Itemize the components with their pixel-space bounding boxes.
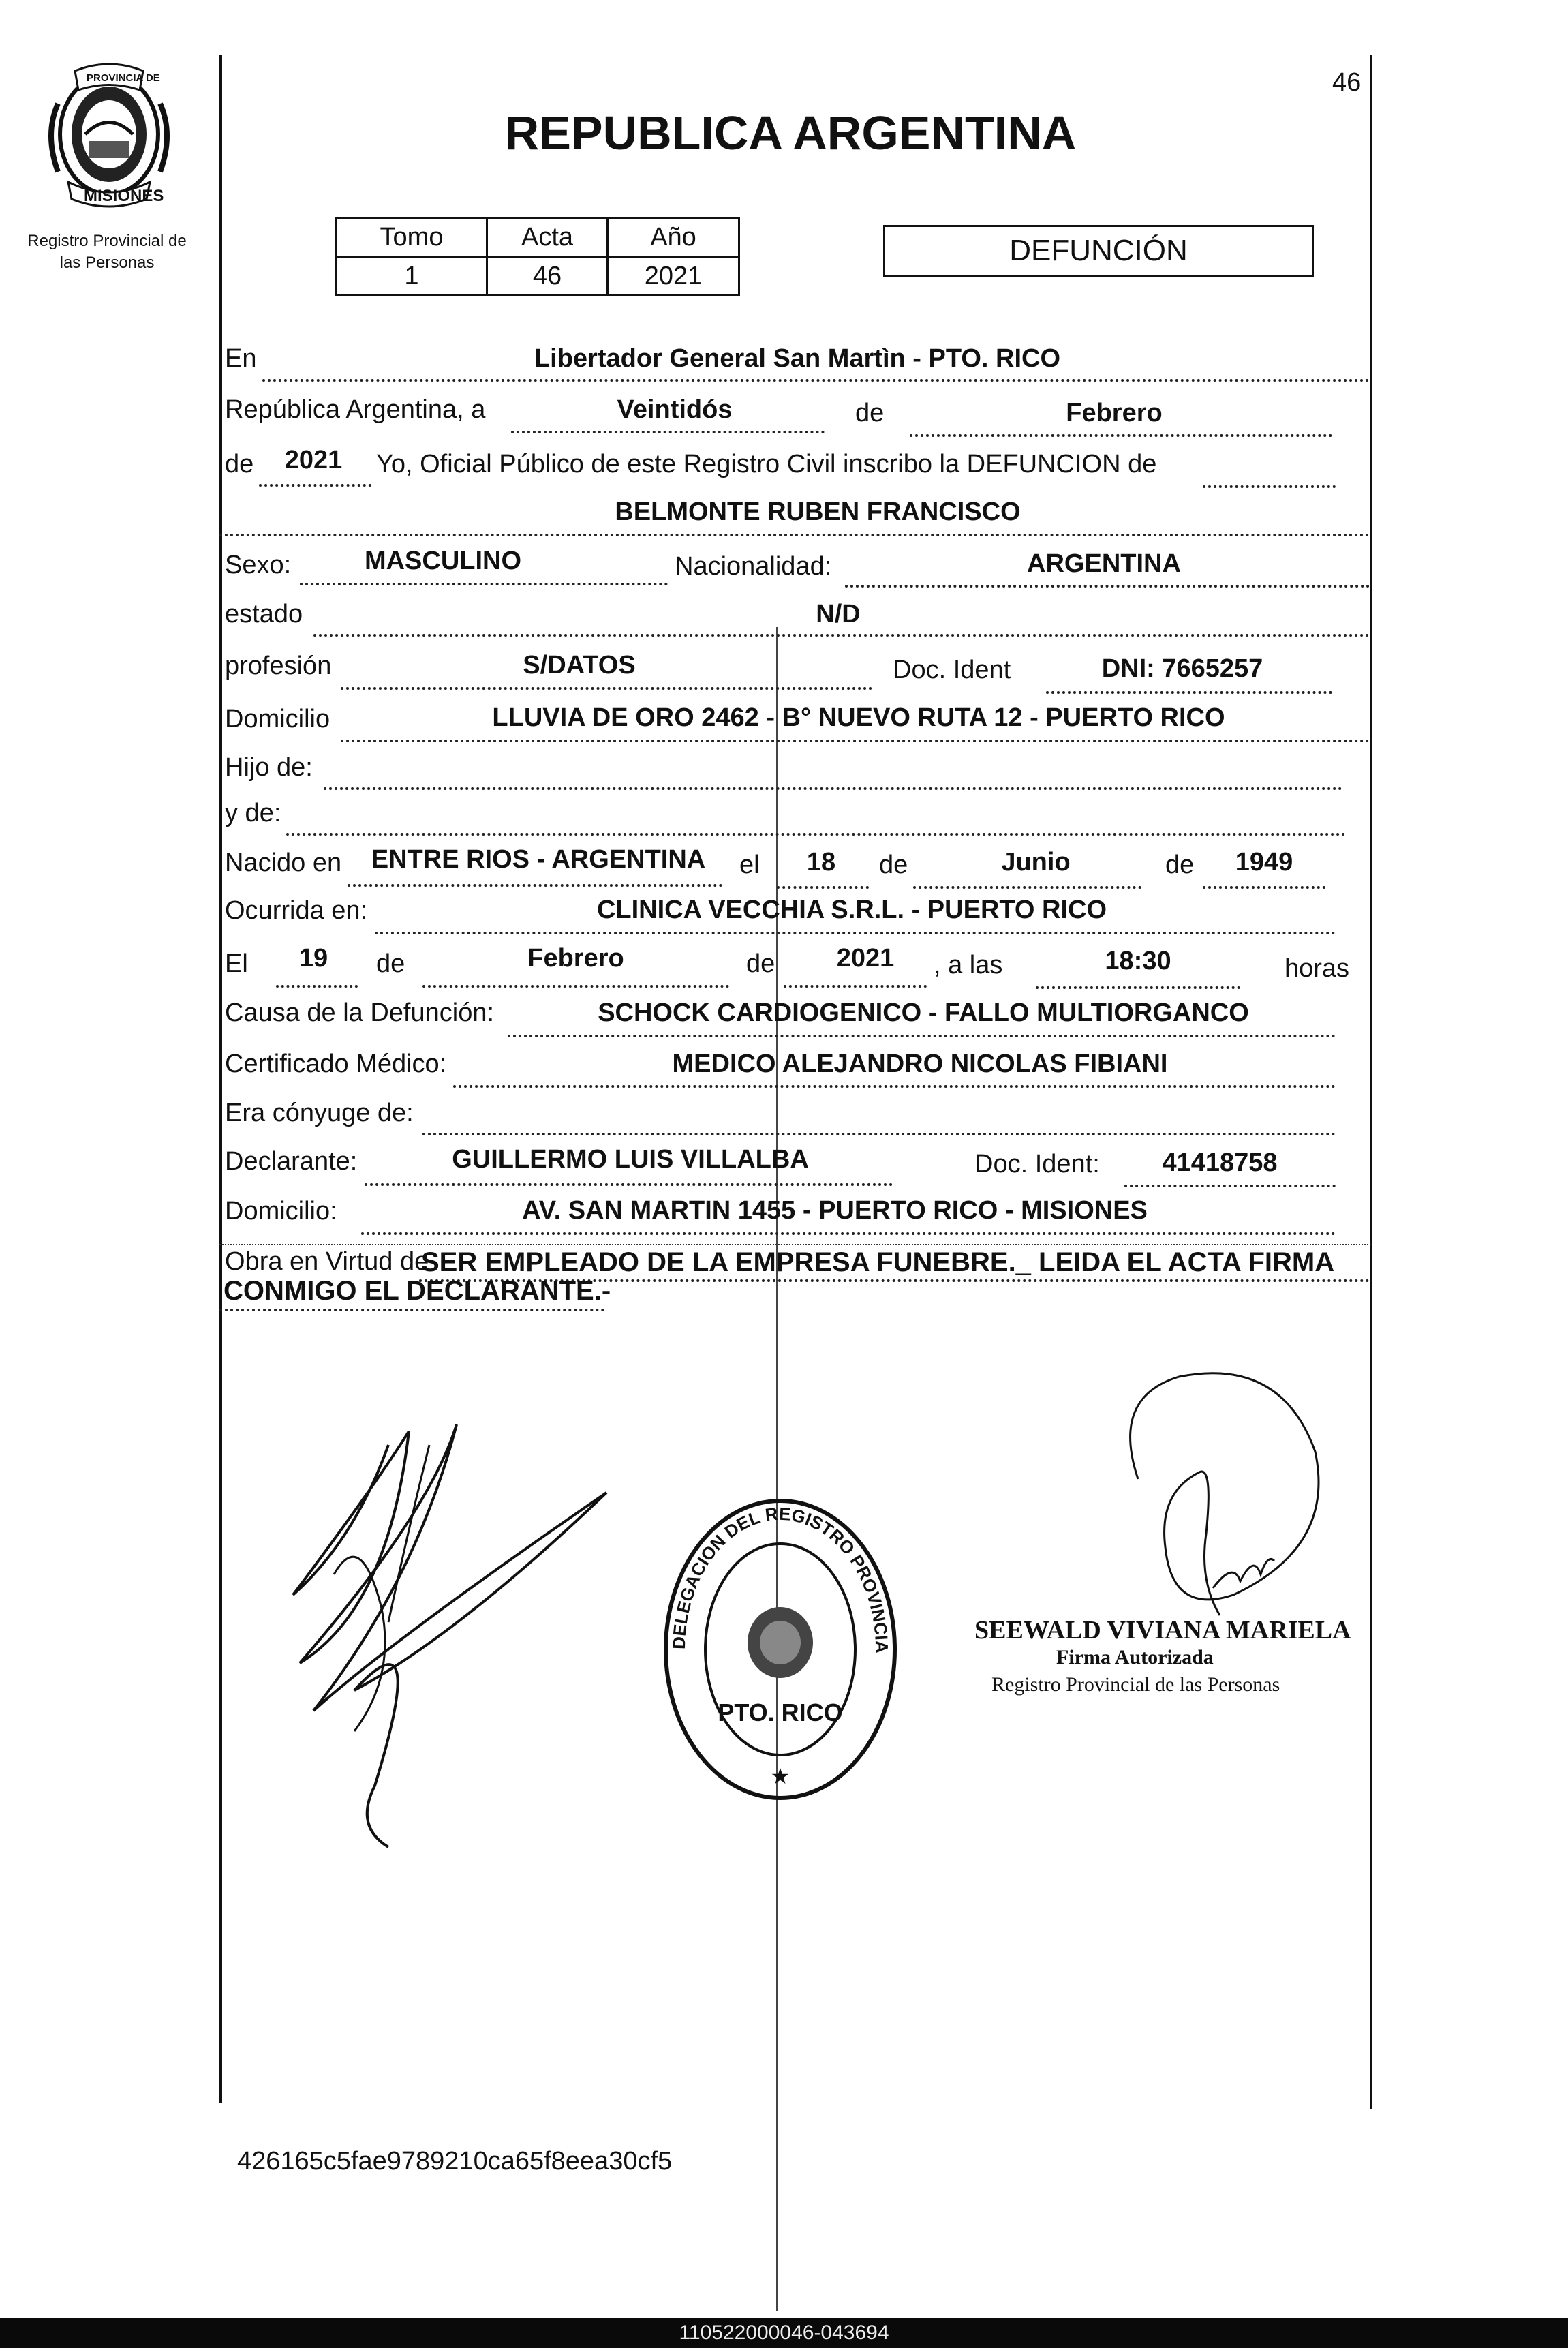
causa-label: Causa de la Defunción: bbox=[225, 998, 495, 1027]
ocurrida-value: CLINICA VECCHIA S.R.L. - PUERTO RICO bbox=[596, 896, 1107, 924]
deceased-name-value: BELMONTE RUBEN FRANCISCO bbox=[615, 498, 1021, 526]
register-table-value-row bbox=[337, 257, 739, 296]
registry-stamp bbox=[658, 1489, 903, 1816]
svg-text:★: ★ bbox=[770, 1763, 790, 1789]
year-value: 2021 bbox=[284, 446, 343, 474]
doc-ident-value: DNI: 7665257 bbox=[1101, 654, 1263, 683]
dots-domicilio bbox=[341, 740, 1370, 742]
conyuge-label: Era cónyuge de: bbox=[225, 1099, 414, 1127]
dots-month bbox=[910, 434, 1332, 437]
declarante-label: Declarante: bbox=[225, 1147, 358, 1176]
header-acta: Acta bbox=[487, 218, 608, 257]
obra-label: Obra en Virtud de bbox=[225, 1247, 429, 1276]
dots-birth-year bbox=[1203, 886, 1325, 889]
header-anio: Año bbox=[608, 218, 739, 257]
certificado-value: MEDICO ALEJANDRO NICOLAS FIBIANI bbox=[672, 1050, 1168, 1078]
registry-name-line1: Registro Provincial de bbox=[27, 232, 187, 250]
hijo-de-label: Hijo de: bbox=[225, 753, 313, 782]
certificado-label: Certificado Médico: bbox=[225, 1050, 447, 1078]
dots-doc-ident bbox=[1046, 691, 1332, 694]
header-tomo: Tomo bbox=[337, 218, 487, 257]
estado-label: estado bbox=[225, 600, 303, 628]
dots-y-de bbox=[286, 833, 1346, 836]
domicilio-value: LLUVIA DE ORO 2462 - B° NUEVO RUTA 12 - PUERTO RICO bbox=[492, 703, 1225, 732]
day-words-value: Veintidós bbox=[617, 395, 733, 424]
document-hash: 426165c5fae9789210ca65f8eea30cf5 bbox=[237, 2147, 673, 2176]
dots-death-time bbox=[1036, 986, 1240, 989]
dots-profesion bbox=[341, 687, 872, 690]
doc-ident2-label: Doc. Ident: bbox=[974, 1150, 1100, 1178]
en-label: En bbox=[225, 344, 257, 373]
sexo-value: MASCULINO bbox=[364, 547, 522, 575]
obra-underline-top bbox=[219, 1244, 1371, 1245]
dots-birth-month bbox=[913, 886, 1141, 889]
dots-causa bbox=[508, 1035, 1336, 1037]
dots-nacido-en bbox=[348, 884, 722, 887]
dots-statement-end bbox=[1203, 485, 1336, 488]
dots-obra-line2 bbox=[219, 1309, 604, 1311]
center-fold-line bbox=[776, 627, 778, 2311]
republic-label: República Argentina, a bbox=[225, 395, 486, 424]
domicilio2-label: Domicilio: bbox=[225, 1197, 337, 1225]
dots-certificado bbox=[453, 1085, 1336, 1088]
nacido-en-label: Nacido en bbox=[225, 849, 342, 877]
dots-sexo bbox=[300, 583, 668, 585]
birth-month-value: Junio bbox=[1001, 848, 1071, 876]
obra-line1-value: SER EMPLEADO DE LA EMPRESA FUNEBRE._ LEIDA EL ACTA FIRMA bbox=[421, 1247, 1335, 1277]
province-seal-logo bbox=[37, 63, 181, 213]
declarante-doc-value: 41418758 bbox=[1162, 1148, 1278, 1177]
declarante-domicilio-value: AV. SAN MARTIN 1455 - PUERTO RICO - MISIONES bbox=[522, 1196, 1148, 1225]
dots-declarante-domicilio bbox=[361, 1232, 1336, 1235]
value-tomo: 1 bbox=[337, 257, 487, 296]
official-name: SEEWALD VIVIANA MARIELA bbox=[974, 1616, 1351, 1645]
dots-birth-day bbox=[777, 886, 869, 889]
dots-death-year bbox=[784, 985, 927, 988]
left-border-line bbox=[219, 55, 222, 2103]
dots-place bbox=[262, 379, 1370, 382]
dots-conyuge bbox=[422, 1133, 1336, 1135]
birth-year-value: 1949 bbox=[1235, 848, 1293, 876]
registry-name-line2: las Personas bbox=[59, 254, 155, 272]
official-role: Firma Autorizada bbox=[1056, 1646, 1214, 1668]
right-border-line bbox=[1370, 55, 1372, 2109]
seal-top-text: PROVINCIA DE bbox=[87, 72, 160, 84]
de-label-2: de bbox=[225, 450, 254, 478]
dots-deceased-name bbox=[219, 534, 1370, 536]
declarant-signature bbox=[252, 1404, 647, 1867]
domicilio-label: Domicilio bbox=[225, 705, 330, 733]
page-title: REPUBLICA ARGENTINA bbox=[504, 106, 1077, 159]
death-year-value: 2021 bbox=[836, 944, 895, 973]
stamp-center-text: PTO. RICO bbox=[718, 1698, 843, 1726]
profesion-value: S/DATOS bbox=[523, 651, 636, 680]
dots-day-words bbox=[511, 431, 825, 433]
page-number: 46 bbox=[1332, 68, 1362, 97]
el-label: el bbox=[739, 851, 760, 879]
month-value: Febrero bbox=[1066, 399, 1163, 427]
seal-bottom-text: MISIONES bbox=[84, 187, 164, 205]
horas-label: horas bbox=[1285, 954, 1350, 983]
obra-line2-value: CONMIGO EL DECLARANTE.- bbox=[224, 1276, 611, 1306]
footer-bar bbox=[0, 2318, 1568, 2348]
sexo-label: Sexo: bbox=[225, 551, 292, 579]
value-anio: 2021 bbox=[608, 257, 739, 296]
register-table bbox=[335, 217, 740, 296]
death-day-value: 19 bbox=[298, 944, 328, 973]
el-cap-label: El bbox=[225, 949, 248, 978]
death-month-value: Febrero bbox=[527, 944, 624, 973]
dots-death-month bbox=[422, 985, 729, 988]
dots-nacionalidad bbox=[845, 585, 1370, 588]
dots-declarante bbox=[365, 1183, 893, 1186]
official-office: Registro Provincial de las Personas bbox=[991, 1673, 1280, 1696]
de-label-death-2: de bbox=[746, 949, 775, 978]
official-signature bbox=[1083, 1356, 1356, 1643]
birth-day-value: 18 bbox=[806, 848, 836, 876]
footer-code: 110522000046-043694 bbox=[679, 2321, 889, 2344]
de-label-death-1: de bbox=[376, 949, 405, 978]
dots-estado bbox=[313, 634, 1370, 637]
dots-year bbox=[259, 484, 371, 487]
de-label-1: de bbox=[855, 399, 885, 427]
death-time-value: 18:30 bbox=[1105, 947, 1171, 975]
estado-value: N/D bbox=[816, 600, 861, 628]
stamp-ring-text: DELEGACION DEL REGISTRO PROVINCIA bbox=[668, 1503, 893, 1654]
register-table-header-row bbox=[337, 218, 739, 257]
de-label-birth-1: de bbox=[879, 851, 908, 879]
causa-value: SCHOCK CARDIOGENICO - FALLO MULTIORGANCO bbox=[598, 998, 1249, 1027]
statement-text: Yo, Oficial Público de este Registro Civil inscribo la DEFUNCION de bbox=[376, 450, 1157, 478]
nacionalidad-label: Nacionalidad: bbox=[675, 552, 832, 581]
dots-declarante-doc bbox=[1124, 1185, 1336, 1187]
ocurrida-label: Ocurrida en: bbox=[225, 896, 368, 925]
place-value: Libertador General San Martìn - PTO. RICO bbox=[534, 344, 1061, 373]
record-type: DEFUNCIÓN bbox=[1009, 234, 1188, 267]
declarante-value: GUILLERMO LUIS VILLALBA bbox=[452, 1145, 809, 1174]
profesion-label: profesión bbox=[225, 652, 332, 680]
record-type-box bbox=[883, 225, 1314, 277]
de-label-birth-2: de bbox=[1165, 851, 1195, 879]
nacionalidad-value: ARGENTINA bbox=[1027, 549, 1181, 578]
value-acta: 46 bbox=[487, 257, 608, 296]
y-de-label: y de: bbox=[225, 799, 281, 827]
dots-death-day bbox=[276, 985, 358, 988]
nacido-en-value: ENTRE RIOS - ARGENTINA bbox=[371, 845, 706, 874]
doc-ident-label: Doc. Ident bbox=[893, 656, 1011, 684]
dots-ocurrida bbox=[375, 932, 1336, 934]
dots-hijo-de bbox=[324, 787, 1342, 790]
a-las-label: , a las bbox=[934, 951, 1003, 979]
